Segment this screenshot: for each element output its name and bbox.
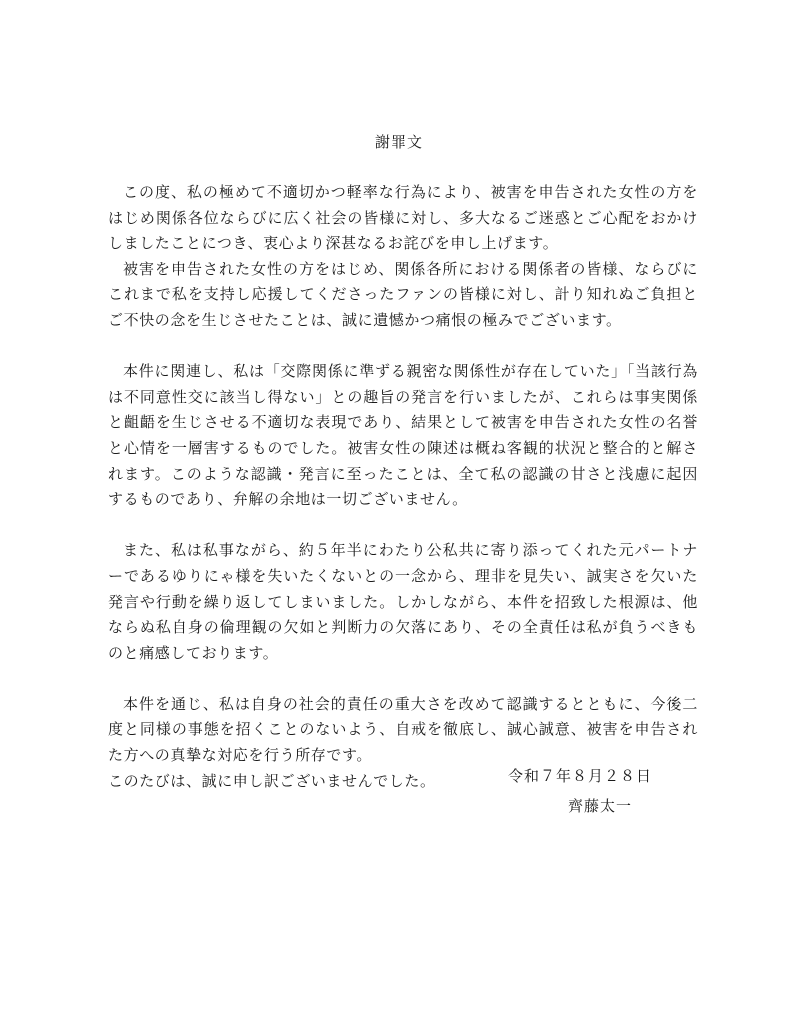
paragraph-4: また、私は私事ながら、約５年半にわたり公私共に寄り添ってくれた元パートナーであるゆりにゃ様を失いたくないとの一念から、理非を見失い、誠実さを欠いた発言や行動を繰り返してしまいました。しかしながら、本件を招致した根源は、他ならぬ私自身の倫理観の欠如と判断力の欠落にあり、その全責任は私が負うべきものと痛感しております。 — [108, 541, 698, 662]
closing-line: このたびは、誠に申し訳ございませんでした。 — [108, 771, 436, 790]
document-date: 令和７年８月２８日 — [508, 767, 653, 785]
paragraph-1: この度、私の極めて不適切かつ軽率な行為により、被害を申告された女性の方をはじめ関係各位ならびに広く社会の皆様に対し、多大なるご迷惑とご心配をおかけしましたことにつき、衷心より深甚なるお詫びを申し上げます。 — [108, 183, 698, 253]
document-body — [108, 180, 698, 794]
paragraph-2: 被害を申告された女性の方をはじめ、関係各所における関係者の皆様、ならびにこれまで私を支持し応援してくださったファンの皆様に対し、計り知れぬご負担とご不快の念を生じさせたことは、誠に遺憾かつ痛恨の極みでございます。 — [108, 259, 698, 329]
paragraph-5: 本件を通じ、私は自身の社会的責任の重大さを改めて認識するとともに、今後二度と同様の事態を招くことのないよう、自戒を徹底し、誠心誠意、被害を申告された方への真摯な対応を行う所存です。 — [108, 694, 698, 765]
signer-name: 齊藤太一 — [568, 797, 633, 815]
paragraph-gap — [108, 666, 698, 692]
paragraph-gap — [108, 513, 698, 539]
document-title: 謝罪文 — [374, 133, 423, 151]
paragraph-gap — [108, 334, 698, 360]
paragraph-3: 本件に関連し、私は「交際関係に準ずる親密な関係性が存在していた」「当該行為は不同意性交に該当し得ない」との趣旨の発言を行いましたが、これらは事実関係と齟齬を生じさせる不適切な表現であり、結果として被害を申告された女性の名誉と心情を一層害するものでした。被害女性の陳述は概ね客観的状況と整合的と解されます。このような認識・発言に至ったことは、全て私の認識の甘さと浅慮に起因するものであり、弁解の余地は一切ございません。 — [108, 362, 698, 509]
